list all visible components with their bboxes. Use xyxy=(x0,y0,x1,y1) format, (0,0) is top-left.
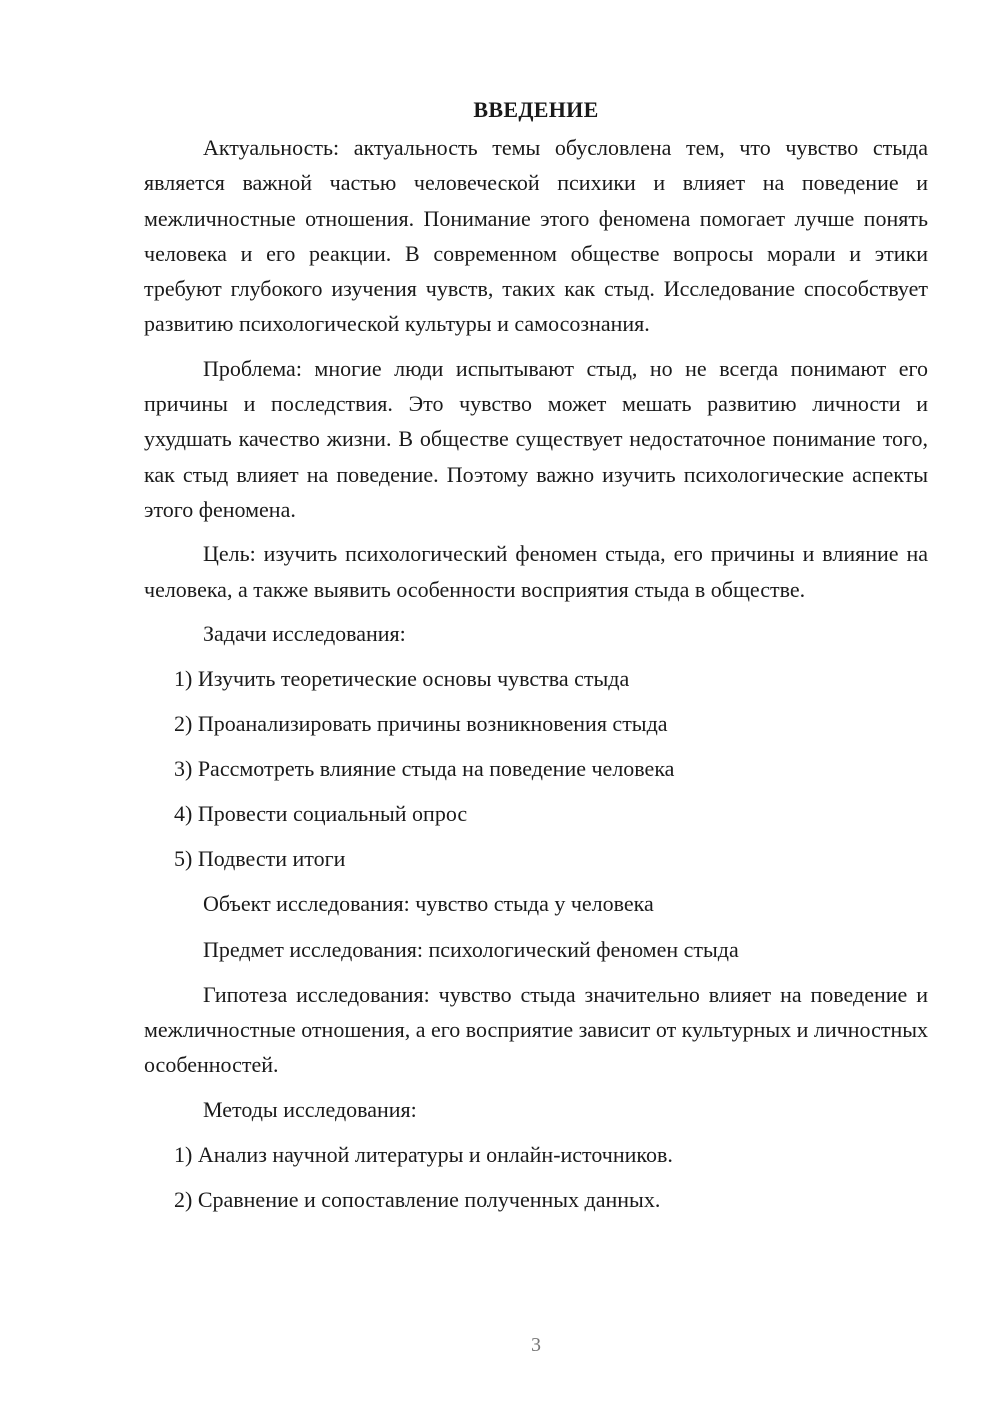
goal-paragraph: Цель: изучить психологический феномен стыда, его причины и влияние на человека, а также выявить особенности восприятия стыда в обществе. xyxy=(144,541,928,602)
research-subject: Предмет исследования: психологический феномен стыда xyxy=(203,936,739,962)
task-item-4: 4) Провести социальный опрос xyxy=(174,801,468,827)
method-item-1: 1) Анализ научной литературы и онлайн-источников. xyxy=(174,1141,673,1167)
relevance-paragraph: Актуальность: актуальность темы обусловлена тем, что чувство стыда является важной частью человеческой психики и влияет на поведение и межличностные отношения. Понимание этого феномена помогает лучше понять человека и его реакции. В современном обществе вопросы морали и этики требуют глубокого изучения чувств, таких как стыд. Исследование способствует развитию психологической культуры и самосознания. xyxy=(144,135,928,337)
document-page xyxy=(144,92,928,1227)
research-object: Объект исследования: чувство стыда у человека xyxy=(203,891,654,917)
page-number: 3 xyxy=(531,1334,541,1356)
tasks-heading: Задачи исследования: xyxy=(203,620,406,646)
methods-heading: Методы исследования: xyxy=(203,1096,417,1122)
task-item-2: 2) Проанализировать причины возникновения стыда xyxy=(174,711,668,737)
hypothesis-paragraph: Гипотеза исследования: чувство стыда значительно влияет на поведение и межличностные отношения, а его восприятие зависит от культурных и личностных особенностей. xyxy=(144,981,928,1078)
problem-paragraph: Проблема: многие люди испытывают стыд, но не всегда понимают его причины и последствия. Это чувство может мешать развитию личности и ухудшать качество жизни. В обществе существует недостаточное понимание того, как стыд влияет на поведение. Поэтому важно изучить психологические аспекты этого феномена. xyxy=(144,355,928,522)
task-item-5: 5) Подвести итоги xyxy=(174,846,346,872)
method-item-2: 2) Сравнение и сопоставление полученных данных. xyxy=(174,1186,661,1212)
page-title: ВВЕДЕНИЕ xyxy=(473,97,599,122)
task-item-1: 1) Изучить теоретические основы чувства стыда xyxy=(174,665,630,691)
task-item-3: 3) Рассмотреть влияние стыда на поведение человека xyxy=(174,756,675,782)
